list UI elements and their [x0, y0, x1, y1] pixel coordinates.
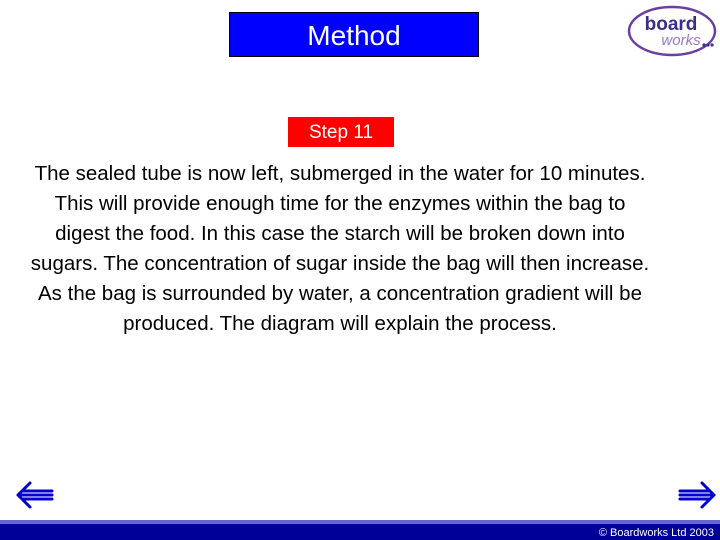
- method-description: The sealed tube is now left, submerged in the water for 10 minutes. This will provide enough time for the enzymes within the bag to digest the food. In this case the starch will be broken down into sugars. The concentration of sugar inside the bag will then increase. As the bag is surrounded by water, a concentration gradient will be produced. The diagram will explain the process.: [30, 162, 650, 335]
- step-badge: Step 11: [287, 116, 395, 148]
- arrow-left-icon: [15, 480, 55, 510]
- next-slide-button[interactable]: [677, 480, 717, 510]
- copyright-text: © Boardworks Ltd 2003: [598, 527, 714, 539]
- arrow-right-icon: [677, 480, 717, 510]
- logo-word-top: board: [644, 14, 698, 35]
- footer-divider: [0, 520, 720, 524]
- boardworks-logo: [627, 4, 717, 58]
- previous-slide-button[interactable]: [15, 480, 55, 510]
- page-title: Method: [229, 12, 479, 57]
- logo-word-bottom: works: [661, 32, 701, 49]
